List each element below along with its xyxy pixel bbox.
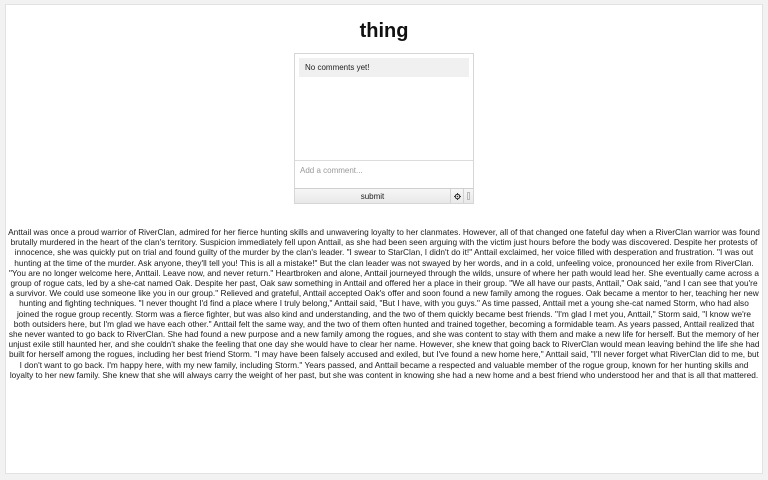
submit-button[interactable]: submit (295, 189, 450, 203)
comments-widget (294, 53, 474, 204)
page-title: thing (359, 20, 409, 42)
more-icon[interactable] (463, 189, 473, 203)
page-container (5, 4, 763, 474)
comments-list (295, 54, 473, 161)
no-comments-message: No comments yet! (299, 58, 469, 77)
story-text: Anttail was once a proud warrior of RiverClan, admired for her fierce hunting skills and unwavering loyalty to her clanmates. However, all of that changed one fateful day when a RiverClan warrior was found brutally murdered in the heart of the clan's territory. Suspicion immediately fell upon Anttail, as she had been seen arguing with the victim just hours before the body was discovered. Despite her protests of innocence, she was quickly put on trial and found guilty of the murder by the clan's leader. "I swear to StarClan, I didn't do it!" Anttail exclaimed, her voice filled with desperation and frustration. "I was out hunting at the time of the murder. Ask anyone, they'll tell you! This is all a mistake!" But the clan leader was not swayed by her words, and in a cold, unfeeling voice, pronounced her exile from RiverClan. "You are no longer welcome here, Anttail. Leave now, and never return." Heartbroken and alone, Anttail journeyed through the wilds, unsure of where her path would lead her. She eventually came across a group of rogue cats, led by a she-cat named Oak. Despite her past, Oak saw something in Anttail and offered her a place in their group. "We all have our pasts, Anttail," Oak said, "and I can see that you're a survivor. We could use someone like you in our group." Relieved and grateful, Anttail accepted Oak's offer and soon found a new family among the rogues. Oak became a mentor to her, teaching her new hunting and fighting techniques. "I never thought I'd find a place where I truly belong," Anttail said, "But I have, with you guys." As time passed, Anttail met a young she-cat named Storm, who had also joined the rogue group recently. Storm was a fierce fighter, but was also kind and understanding, and the two of them quickly became best friends. "I'm glad I met you, Anttail," Storm said, "I know we're both outsiders here, but I'm glad we have each other." Anttail felt the same way, and the two of them often hunted and trained together, becoming a formidable team. As years passed, Anttail realized that she never wanted to go back to RiverClan. She had found a new purpose and a new family among the rogues, and she was content to stay with them and make a new life for herself. But the memory of her unjust exile still haunted her, and she couldn't shake the feeling that one day she would have to clear her name. However, she knew that going back to RiverClan would mean leaving behind the life she had built for herself among the rogues, including her best friend Storm. "I may have been falsely accused and exiled, but I've found a new home here," Anttail said, "I'll never forget what RiverClan did to me, but I don't want to go back. I'm happy here, with my new family, including Storm." Years passed, and Anttail became a respected and valuable member of the rogue group, known for her hunting skills and loyalty to her new family. She knew that she will always carry the weight of her past, but she was content in knowing she had a new home and a best friend who understood her and that is all that mattered. (8, 227, 760, 380)
gear-icon[interactable] (450, 189, 463, 203)
comment-input[interactable] (295, 161, 473, 189)
comment-submit-bar (295, 188, 473, 203)
